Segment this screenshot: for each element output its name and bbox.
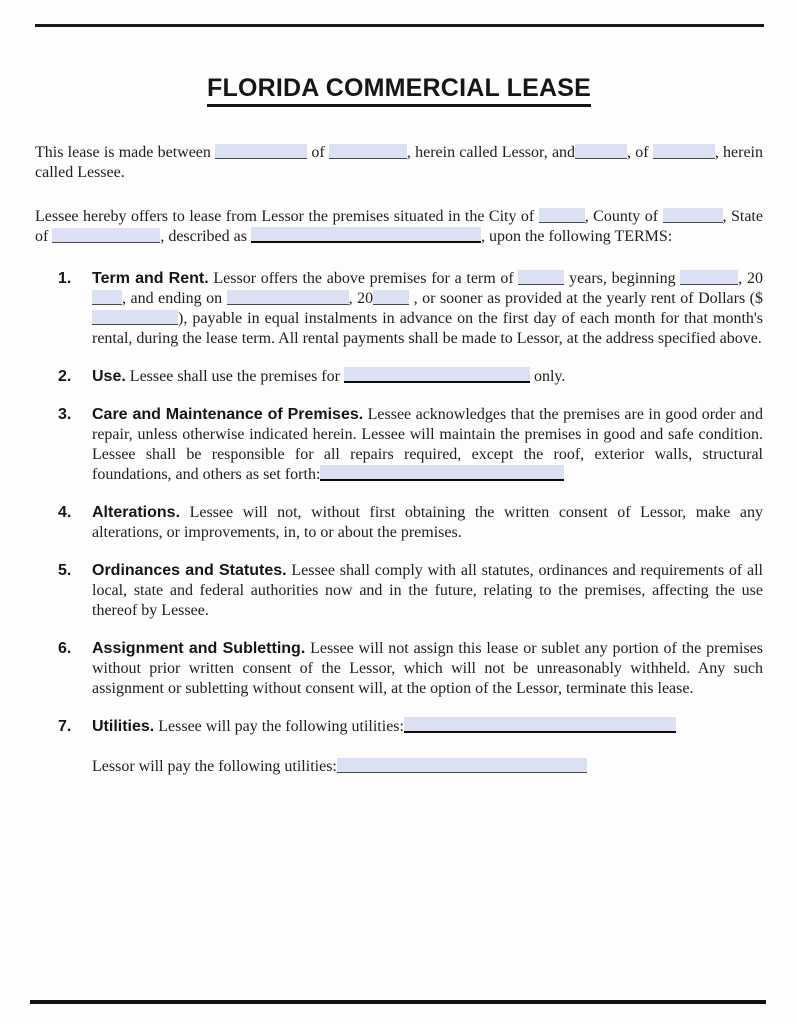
top-horizontal-rule xyxy=(35,24,764,27)
rent-amount-field[interactable] xyxy=(92,310,178,325)
term-body xyxy=(92,639,763,699)
text-run: , herein called Lessee. xyxy=(35,144,764,181)
clause-heading: Care and Maintenance of Premises. xyxy=(92,406,364,423)
text-run: Lessee hereby offers to lease from Lessor the premises situated in the City of xyxy=(35,208,539,225)
intro-paragraph-premises xyxy=(35,207,763,247)
terms-list xyxy=(35,269,763,737)
clause-heading: Alterations. xyxy=(92,504,181,521)
term-body xyxy=(92,561,763,621)
county-field[interactable] xyxy=(663,208,723,223)
lessor-address-field[interactable] xyxy=(329,144,407,159)
clause-heading: Use. xyxy=(92,368,126,385)
premises-description-field[interactable] xyxy=(251,227,481,243)
text-run: Lessee will pay the following utilities: xyxy=(154,718,404,735)
text-run: Lessee acknowledges that the premises are in good order and repair, unless otherwise indicated herein. Lessee will maintain the premises in good and safe condition. Lessee shall be responsible for all repairs required, except the roof, exterior walls, structural foundations, and others as set forth: xyxy=(92,406,763,483)
term-number: 2. xyxy=(58,368,72,385)
text-run: , herein called Lessor, and xyxy=(406,144,576,161)
text-run: of xyxy=(307,144,329,161)
text-run: , upon the following TERMS: xyxy=(480,228,673,245)
end-date-field[interactable] xyxy=(227,290,349,305)
text-run: Lessor will pay the following utilities: xyxy=(92,758,337,775)
clause-heading: Utilities. xyxy=(92,718,155,735)
term-body xyxy=(92,405,763,485)
clause-heading: Assignment and Subletting. xyxy=(92,640,306,657)
text-run: , or sooner as provided at the yearly rent of Dollars ($ xyxy=(409,290,763,307)
begin-date-field[interactable] xyxy=(680,270,738,285)
city-field[interactable] xyxy=(539,208,585,223)
state-field[interactable] xyxy=(52,228,160,243)
term-item-use xyxy=(35,367,763,387)
term-number: 5. xyxy=(58,562,72,579)
term-item-ordinances-and-statutes xyxy=(35,561,763,621)
term-item-term-and-rent xyxy=(35,269,763,349)
text-run: , described as xyxy=(160,228,251,245)
term-item-alterations xyxy=(35,503,763,543)
intro-paragraph-parties xyxy=(35,143,763,183)
text-run: , County of xyxy=(584,208,663,225)
term-number: 6. xyxy=(58,640,72,657)
premises-use-field[interactable] xyxy=(344,367,530,383)
text-run: , 20 xyxy=(738,270,763,287)
lessee-name-field[interactable] xyxy=(575,144,627,159)
term-body xyxy=(92,717,763,737)
lessor-name-field[interactable] xyxy=(215,144,307,159)
text-run: only. xyxy=(529,368,566,385)
term-number: 4. xyxy=(58,504,72,521)
text-run: Lessee will not assign this lease or sublet any portion of the premises without prior written consent of the Lessor, which will not be unreasonably withheld. Any such assignment or subletting without consent will, at the option of the Lessor, terminate this lease. xyxy=(92,640,764,697)
term-item-assignment-and-subletting xyxy=(35,639,763,699)
text-run: Lessor offers the above premises for a term of xyxy=(208,270,519,287)
term-body xyxy=(92,269,763,349)
text-run: Lessee shall use the premises for xyxy=(125,368,344,385)
text-run: , State of xyxy=(35,208,763,245)
text-run: , 20 xyxy=(348,290,374,307)
title-container xyxy=(35,0,763,107)
lessee-address-field[interactable] xyxy=(653,144,715,159)
text-run: ), payable in equal instalments in advance on the first day of each month for that month's rental, during the lease term. All rental payments shall be made to Lessor, at the address specified above. xyxy=(92,310,763,347)
term-item-utilities xyxy=(35,717,763,737)
term-number: 1. xyxy=(58,270,72,287)
begin-year-field[interactable] xyxy=(92,290,122,305)
text-run: This lease is made between xyxy=(35,144,216,161)
bottom-horizontal-rule xyxy=(30,1000,766,1004)
text-run: years, beginning xyxy=(564,270,681,287)
term-item-care-and-maintenance xyxy=(35,405,763,485)
term-body xyxy=(92,503,763,543)
text-run: , and ending on xyxy=(122,290,227,307)
text-run: Lessee shall comply with all statutes, ordinances and requirements of all local, state and federal authorities now and in the future, relating to the premises, affecting the use thereof by Lessee. xyxy=(92,562,764,619)
lessor-utilities-field[interactable] xyxy=(337,758,587,773)
clause-heading: Term and Rent. xyxy=(92,270,209,287)
term-number: 7. xyxy=(58,718,72,735)
term-number: 3. xyxy=(58,406,72,423)
page-title: FLORIDA COMMERCIAL LEASE xyxy=(207,74,591,107)
term-years-field[interactable] xyxy=(518,270,564,285)
lessee-utilities-field[interactable] xyxy=(404,717,676,733)
repairs-exceptions-field[interactable] xyxy=(320,465,564,481)
end-year-field[interactable] xyxy=(373,290,409,305)
text-run: Lessee will not, without first obtaining the written consent of Lessor, make any alterations, or improvements, in, to or about the premises. xyxy=(92,504,763,541)
clause-heading: Ordinances and Statutes. xyxy=(92,562,287,579)
text-run: , of xyxy=(627,144,653,161)
term-body xyxy=(92,367,763,387)
lessor-utilities-line xyxy=(35,757,763,777)
